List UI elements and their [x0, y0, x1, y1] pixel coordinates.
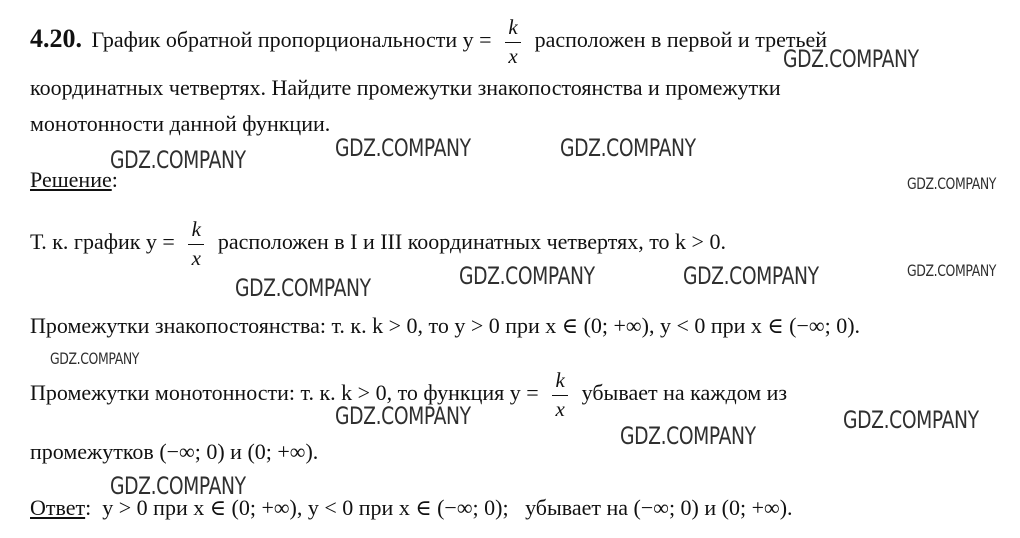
- watermark: GDZ.COMPANY: [110, 472, 246, 500]
- fraction-bar: [505, 42, 521, 43]
- watermark: GDZ.COMPANY: [620, 422, 756, 450]
- watermark: GDZ.COMPANY: [335, 402, 471, 430]
- solution-paragraph-4: промежутков (−∞; 0) и (0; +∞).: [30, 439, 319, 464]
- watermark: GDZ.COMPANY: [335, 134, 471, 162]
- watermark: GDZ.COMPANY: [50, 349, 140, 368]
- paragraph-3-start: Промежутки монотонности: т. к. k > 0, то функция y =: [30, 380, 539, 406]
- solution-heading-colon: :: [111, 167, 118, 192]
- fraction-denominator: x: [508, 44, 518, 68]
- solution-paragraph-1: [30, 219, 726, 269]
- watermark: GDZ.COMPANY: [907, 261, 997, 280]
- fraction-bar: [188, 244, 204, 245]
- solution-paragraph-2: Промежутки знакопостоянства: т. к. k > 0, то y > 0 при x ∈ (0; +∞), y < 0 при x ∈ (−∞; 0).: [30, 313, 861, 338]
- fraction-numerator: k: [555, 368, 565, 392]
- fraction-numerator: k: [508, 15, 518, 39]
- watermark: GDZ.COMPANY: [783, 45, 919, 73]
- watermark: GDZ.COMPANY: [459, 262, 595, 290]
- fraction-bar: [552, 395, 568, 396]
- answer-line: [30, 497, 793, 519]
- paragraph-1-end: расположен в I и III координатных четвертях, то k > 0.: [217, 229, 726, 255]
- answer-text: y > 0 при x ∈ (0; +∞), y < 0 при x ∈ (−∞; 0); убывает на (−∞; 0) и (0; +∞).: [91, 495, 793, 520]
- fraction-k-over-x: [552, 370, 568, 420]
- problem-number: 4.20.: [30, 24, 82, 54]
- watermark: GDZ.COMPANY: [683, 262, 819, 290]
- problem-line-1: [30, 17, 827, 67]
- solution-heading-label: Решение: [30, 167, 112, 192]
- fraction-numerator: k: [191, 217, 201, 241]
- watermark: GDZ.COMPANY: [907, 174, 997, 193]
- problem-line-3: монотонности данной функции.: [30, 111, 331, 136]
- solution-heading: [30, 169, 118, 191]
- fraction-k-over-x: [505, 17, 521, 67]
- fraction-denominator: x: [191, 246, 201, 270]
- watermark: GDZ.COMPANY: [560, 134, 696, 162]
- answer-colon: :: [85, 495, 92, 520]
- watermark: GDZ.COMPANY: [235, 274, 371, 302]
- paragraph-3-end: убывает на каждом из: [581, 380, 788, 406]
- watermark: GDZ.COMPANY: [110, 146, 246, 174]
- problem-line-2: координатных четвертях. Найдите промежутки знакопостоянства и промежутки: [30, 75, 781, 100]
- watermark: GDZ.COMPANY: [843, 406, 979, 434]
- problem-text-end: расположен в первой и третьей: [534, 27, 828, 53]
- answer-label: Ответ: [30, 495, 86, 520]
- paragraph-1-start: Т. к. график y =: [30, 229, 175, 255]
- fraction-k-over-x: [188, 219, 204, 269]
- fraction-denominator: x: [555, 397, 565, 421]
- problem-text-start: График обратной пропорциональности y =: [91, 27, 492, 53]
